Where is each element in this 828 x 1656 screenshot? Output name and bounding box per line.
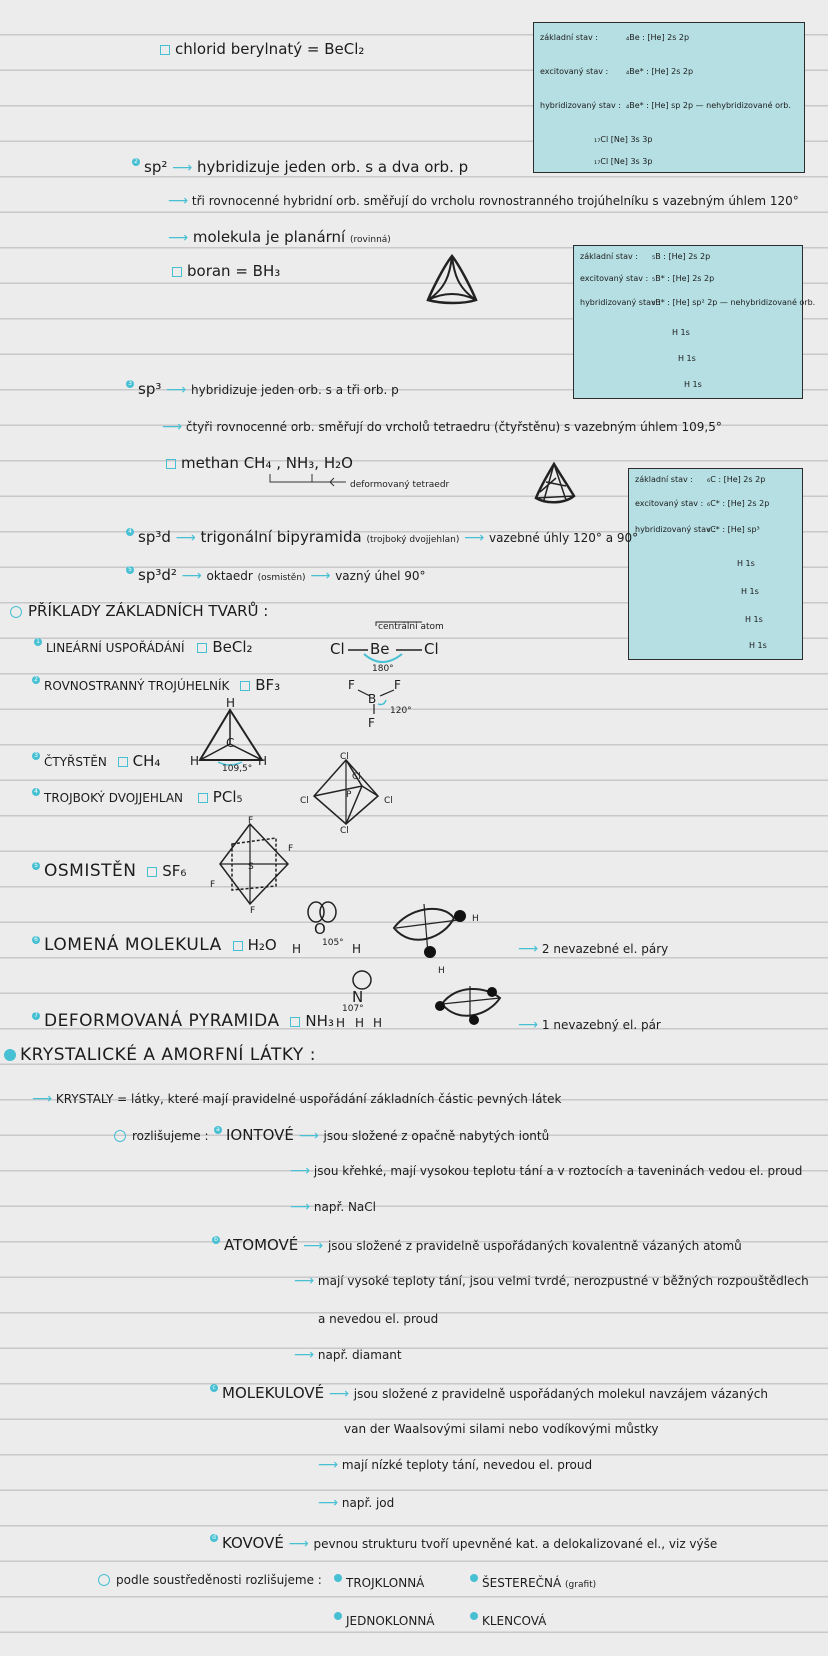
config-value: ₆C* : [He] 2s 2p — [707, 499, 770, 508]
sp3-heading: 3 sp³ ⟶ hybridizuje jeden orb. s a tři orb. p — [126, 380, 399, 399]
checkbox-icon — [160, 45, 170, 55]
arrow-icon: ⟶ — [181, 568, 202, 584]
arrow-icon: ⟶ — [328, 1386, 349, 1402]
config-value: ₄Be* : [He] sp 2p — nehybridizované orb. — [626, 101, 791, 110]
tetrahedral-orbitals-drawing — [534, 462, 576, 506]
atom-label: H — [226, 696, 236, 710]
atom-label: Cl — [384, 796, 393, 806]
orbital-label: H 1s — [745, 615, 763, 624]
methan-line: methan CH₄ , NH₃, H₂O — [166, 454, 353, 472]
atom-label: Cl — [340, 752, 349, 762]
arrow-icon: ⟶ — [162, 419, 183, 435]
rozlisujeme-label: rozlišujeme : — [114, 1126, 208, 1145]
checkbox-icon — [172, 267, 182, 277]
atom-label: Cl — [424, 640, 439, 658]
config-value: ₆C : [He] 2s 2p — [707, 475, 766, 484]
nh3-lone-pair — [350, 970, 374, 990]
atom-label: N — [352, 988, 364, 1006]
arrow-icon: ⟶ — [298, 1128, 319, 1144]
number-badge: 3 — [126, 380, 134, 388]
atom-label: H — [190, 754, 200, 768]
atom-label: H — [355, 1016, 365, 1030]
crystal-line: a nevedou el. proud — [318, 1312, 439, 1326]
crystal-system: JEDNOKLONNÁ — [334, 1612, 435, 1630]
electron-config-box-b — [573, 245, 816, 399]
arrow-icon: ⟶ — [303, 1238, 324, 1254]
atom-label: H — [373, 1016, 383, 1030]
atom-label: C — [226, 736, 235, 750]
bullet-dot-icon — [470, 1574, 478, 1582]
atom-label: F — [368, 716, 375, 730]
arrow-icon: ⟶ — [290, 1199, 311, 1215]
deform-label: deformovaný tetraedr — [350, 480, 450, 490]
number-badge: 4 — [126, 528, 134, 536]
checkbox-icon — [118, 757, 128, 767]
crystal-line: ⟶ např. jod — [318, 1495, 395, 1511]
atom-label: P — [346, 790, 352, 800]
sp2-line: ⟶ molekula je planární (rovinná) — [168, 228, 391, 246]
config-value: ₅B* : [He] 2s 2p — [652, 274, 715, 283]
nh3-note: ⟶ 1 nevazebný el. pár — [518, 1017, 661, 1033]
config-value: ₄Be* : [He] 2s 2p — [626, 67, 694, 76]
config-label: excitovaný stav : — [580, 274, 649, 283]
checkbox-icon — [290, 1017, 300, 1027]
config-value: ₆C* : [He] sp³ — [707, 525, 760, 534]
bullet-circle-icon — [114, 1130, 126, 1142]
arrow-icon: ⟶ — [464, 530, 485, 546]
atom-label: S — [248, 862, 254, 872]
config-label: excitovaný stav : — [635, 499, 704, 508]
h2o-orbitals-drawing — [388, 898, 478, 960]
atom-label: Cl — [330, 640, 345, 658]
becl2-line: chlorid berylnatý = BeCl₂ — [160, 40, 364, 58]
boran-line: boran = BH₃ — [172, 262, 280, 280]
sp2-line: ⟶ tři rovnocenné hybridní orb. směřují do vrcholu rovnostranného trojúhelníku s vazebným úhlem 120° — [168, 193, 799, 209]
shape-item: 3 ČTYŘSTĚN CH₄ — [32, 752, 160, 771]
crystal-line: ⟶ mají vysoké teploty tání, jsou velmi tvrdé, nerozpustné v běžných rozpouštědlech — [294, 1273, 809, 1289]
config-label: hybridizovaný stav : — [580, 298, 661, 307]
crystal-system: ŠESTEREČNÁ (grafit) — [470, 1574, 596, 1594]
arrow-icon: ⟶ — [32, 1091, 53, 1107]
arrow-icon: ⟶ — [290, 1163, 311, 1179]
arrow-icon: ⟶ — [294, 1273, 315, 1289]
bullet-dot-icon — [334, 1574, 342, 1582]
crystal-line: ⟶ např. diamant — [294, 1347, 402, 1363]
crystal-line: ⟶ mají nízké teploty tání, nevedou el. proud — [318, 1457, 593, 1473]
checkbox-icon — [147, 867, 157, 877]
orbital-label: H 1s — [678, 354, 696, 363]
atom-label: Be — [370, 640, 390, 658]
crystal-type-ion: a IONTOVÉ ⟶ jsou složené z opačně nabytých iontů — [214, 1126, 549, 1145]
checkbox-icon — [197, 643, 207, 653]
orbital-label: H 1s — [672, 328, 690, 337]
sp3d-line: 4 sp³d ⟶ trigonální bipyramida (trojboký dvojjehlan) ⟶ vazebné úhly 120° a 90° — [126, 528, 638, 549]
arrow-icon: ⟶ — [168, 230, 189, 246]
shape-item: 1 LINEÁRNÍ USPOŘÁDÁNÍ BeCl₂ — [34, 638, 253, 657]
arrow-icon: ⟶ — [518, 1017, 539, 1033]
atom-label: F — [288, 844, 294, 854]
atom-label: B — [368, 692, 377, 706]
config-label: hybridizovaný stav : — [635, 525, 716, 534]
atom-label: H — [336, 1016, 346, 1030]
arrow-icon: ⟶ — [310, 568, 331, 584]
bf3-bonds — [350, 684, 400, 718]
checkbox-icon — [233, 941, 243, 951]
config-label: základní stav : — [580, 252, 638, 261]
shapes-heading: PŘÍKLADY ZÁKLADNÍCH TVARŮ : — [10, 602, 268, 620]
config-value: ₁₇Cl [Ne] 3s 3p — [594, 157, 653, 166]
atom-label: H — [352, 942, 362, 956]
atom-label: Cl — [340, 826, 349, 836]
crystal-system: TROJKLONNÁ — [334, 1574, 424, 1592]
crystal-line: ⟶ jsou křehké, mají vysokou teplotu tání a v roztocích a taveninách vedou el. proud — [290, 1163, 803, 1179]
nh3-orbitals-drawing — [430, 980, 510, 1028]
number-badge: 5 — [126, 566, 134, 574]
arrow-icon: ⟶ — [288, 1536, 309, 1552]
config-label: hybridizovaný stav : — [540, 101, 621, 110]
config-value: ₅B : [He] 2s 2p — [652, 252, 711, 261]
crystals-definition: ⟶ KRYSTALY = látky, které mají pravidelné uspořádání základních částic pevných látek — [32, 1091, 562, 1107]
angle-label: 109,5° — [222, 764, 253, 774]
shape-item: 7 DEFORMOVANÁ PYRAMIDA NH₃ — [32, 1012, 334, 1030]
checkbox-icon — [166, 459, 176, 469]
number-badge: 2 — [132, 158, 140, 166]
atom-label: F — [348, 678, 355, 692]
arrow-icon: ⟶ — [318, 1495, 339, 1511]
shape-item: 4 TROJBOKÝ DVOJJEHLAN PCl₅ — [32, 788, 243, 807]
angle-label: 105° — [322, 938, 344, 948]
checkbox-icon — [198, 793, 208, 803]
atom-label: F — [394, 678, 401, 692]
config-value: ₁₇Cl [Ne] 3s 3p — [594, 135, 653, 144]
electron-config-box-be — [533, 22, 805, 173]
arrow-icon: ⟶ — [168, 193, 189, 209]
config-value: ₅B* : [He] sp² 2p — nehybridizované orb. — [652, 298, 816, 307]
config-label: základní stav : — [540, 33, 598, 42]
shape-item: 2 ROVNOSTRANNÝ TROJÚHELNÍK BF₃ — [32, 676, 280, 695]
electron-config-box-c — [628, 468, 803, 660]
arrow-icon: ⟶ — [166, 382, 187, 398]
deform-bracket — [268, 472, 348, 488]
crystal-type-mol: c MOLEKULOVÉ ⟶ jsou složené z pravidelně uspořádaných molekul navzájem vázaných — [210, 1384, 768, 1403]
orbital-label: H 1s — [737, 559, 755, 568]
crystal-type-atom: b ATOMOVÉ ⟶ jsou složené z pravidelně uspořádaných kovalentně vázaných atomů — [212, 1236, 742, 1255]
arrow-icon: ⟶ — [172, 160, 193, 176]
atom-label: Cl — [352, 772, 361, 782]
angle-label: 120° — [390, 706, 412, 716]
atom-label: O — [314, 920, 326, 938]
atom-label: H — [258, 754, 268, 768]
bullet-circle-icon — [98, 1574, 110, 1586]
bullet-circle-icon — [10, 606, 22, 618]
sp3d2-line: 5 sp³d² ⟶ oktaedr (osmistěn) ⟶ vazný úhel 90° — [126, 566, 426, 587]
config-value: ₄Be : [He] 2s 2p — [626, 33, 690, 42]
crystals-heading: KRYSTALICKÉ A AMORFNÍ LÁTKY : — [4, 1046, 316, 1064]
trigonal-orbitals-drawing — [424, 252, 480, 308]
arrow-icon: ⟶ — [518, 941, 539, 957]
atom-label: H — [292, 942, 302, 956]
shape-item: 6 LOMENÁ MOLEKULA H₂O — [32, 936, 277, 954]
angle-label: 107° — [342, 1004, 364, 1014]
atom-label: F — [210, 880, 216, 890]
orbital-label: H 1s — [684, 380, 702, 389]
h2o-note: ⟶ 2 nevazebné el. páry — [518, 941, 669, 957]
arrow-icon: ⟶ — [318, 1457, 339, 1473]
symmetry-line: podle soustředěnosti rozlišujeme : — [98, 1570, 322, 1589]
crystal-line: ⟶ např. NaCl — [290, 1199, 376, 1215]
sf6-diagram — [214, 820, 294, 908]
atom-label: Cl — [300, 796, 309, 806]
arrow-icon: ⟶ — [294, 1347, 315, 1363]
bullet-dot-icon — [4, 1049, 16, 1061]
atom-label: H — [438, 966, 445, 976]
shape-item: 5 OSMISTĚN SF₆ — [32, 862, 186, 880]
arrow-icon: ⟶ — [175, 530, 196, 546]
config-label: excitovaný stav : — [540, 67, 609, 76]
orbital-label: H 1s — [749, 641, 767, 650]
crystal-type-kov: d KOVOVÉ ⟶ pevnou strukturu tvoří upevněné kat. a delokalizované el., viz výše — [210, 1534, 717, 1553]
atom-label: F — [248, 816, 254, 826]
becl2-bonds — [346, 620, 426, 664]
config-label: základní stav : — [635, 475, 693, 484]
crystal-system: KLENCOVÁ — [470, 1612, 546, 1630]
crystal-line: van der Waalsovými silami nebo vodíkovými můstky — [344, 1422, 659, 1436]
atom-label: H — [472, 914, 479, 924]
sp2-heading: 2 sp² ⟶ hybridizuje jeden orb. s a dva orb. p — [132, 158, 468, 177]
center-atom-label: centrální atom — [378, 622, 444, 632]
bullet-dot-icon — [470, 1612, 478, 1620]
atom-label: F — [250, 906, 256, 916]
angle-label: 180° — [372, 664, 394, 674]
orbital-label: H 1s — [741, 587, 759, 596]
checkbox-icon — [240, 681, 250, 691]
bullet-dot-icon — [334, 1612, 342, 1620]
sp3-line: ⟶ čtyři rovnocenné orb. směřují do vrcholů tetraedru (čtyřstěnu) s vazebným úhlem 109,5° — [162, 419, 722, 435]
